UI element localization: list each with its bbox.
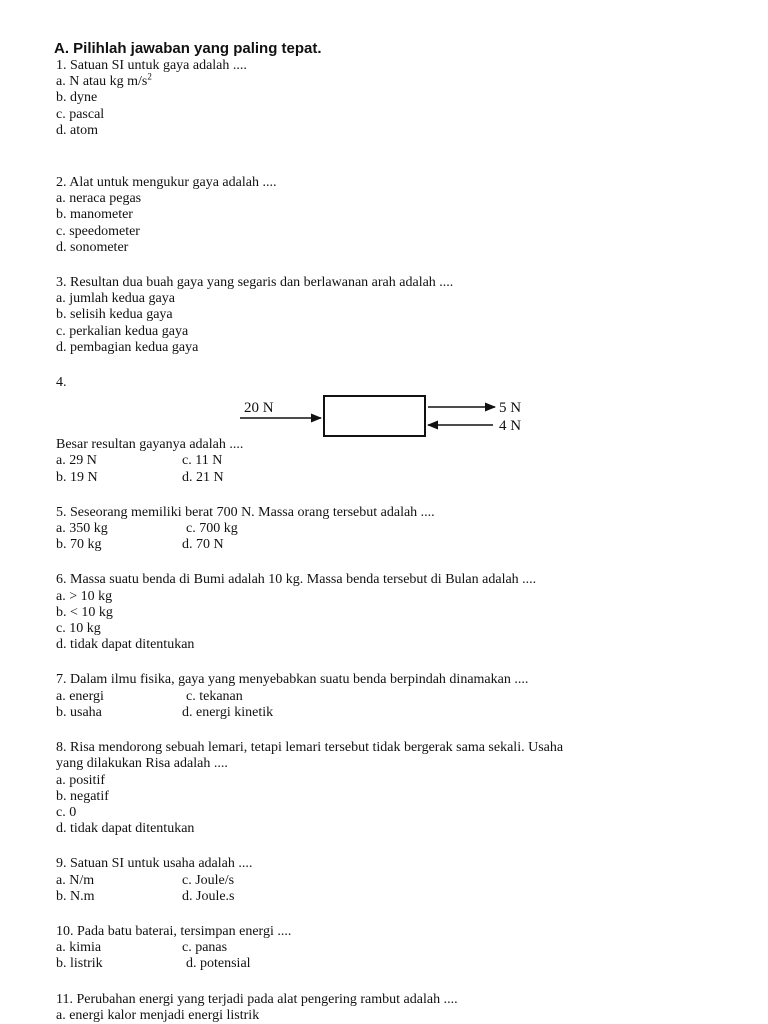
question-7 — [56, 672, 736, 721]
options-row-1 — [56, 453, 736, 469]
option-c: c. 700 kg — [186, 521, 238, 537]
superscript: 2 — [147, 71, 152, 82]
option-d: d. atom — [56, 122, 98, 138]
option-c: c. panas — [182, 940, 228, 956]
options-row-2 — [56, 537, 736, 553]
option-c: c. speedometer — [56, 223, 140, 239]
option-a: a. jumlah kedua gaya — [56, 291, 175, 307]
question-stem: 3. Resultan dua buah gaya yang segaris dan berlawanan arah adalah .... — [56, 275, 454, 291]
option-c: c. 10 kg — [56, 621, 101, 637]
question-stem: 5. Seseorang memiliki berat 700 N. Massa orang tersebut adalah .... — [56, 504, 435, 520]
option-c: c. perkalian kedua gaya — [56, 323, 189, 339]
options-row-2 — [56, 956, 736, 972]
question-stem: Besar resultan gayanya adalah .... — [56, 437, 244, 453]
question-stem: 1. Satuan SI untuk gaya adalah .... — [56, 58, 247, 73]
question-5 — [56, 505, 736, 554]
question-8 — [56, 740, 736, 837]
left-force-label: 20 N — [244, 400, 274, 417]
question-4 — [56, 375, 736, 486]
question-9 — [56, 856, 736, 905]
option-b: b. manometer — [56, 207, 133, 223]
option-a: a. kimia — [56, 940, 102, 956]
option-c: c. pascal — [56, 106, 105, 122]
option-b: b. N.m — [56, 888, 95, 904]
option-b: b. < 10 kg — [56, 604, 113, 620]
option-d: d. tidak dapat ditentukan — [56, 637, 195, 653]
option-c: c. 11 N — [182, 453, 223, 469]
option-d: d. tidak dapat ditentukan — [56, 821, 195, 837]
options-row-1 — [56, 940, 736, 956]
section-heading: A. Pilihlah jawaban yang paling tepat. — [54, 40, 322, 57]
option-b: b. negatif — [56, 788, 109, 804]
question-stem: 7. Dalam ilmu fisika, gaya yang menyebabkan suatu benda berpindah dinamakan .... — [56, 672, 529, 688]
question-3 — [56, 275, 736, 356]
question-stem: 11. Perubahan energi yang terjadi pada alat pengering rambut adalah .... — [56, 991, 458, 1007]
option-a: a. neraca pegas — [56, 191, 142, 207]
right-force-top-label: 5 N — [499, 400, 522, 417]
option-a: a. positif — [56, 772, 105, 788]
question-6 — [56, 572, 736, 653]
option-c: c. Joule/s — [182, 872, 235, 888]
option-a — [56, 71, 736, 90]
option-a-text: a. N atau kg m/s — [56, 74, 148, 90]
question-11 — [56, 992, 736, 1024]
options-row-1 — [56, 873, 736, 889]
force-diagram-svg — [240, 395, 540, 437]
option-a: a. 29 N — [56, 453, 97, 469]
question-stem: 6. Massa suatu benda di Bumi adalah 10 kg. Massa benda tersebut di Bulan adalah .... — [56, 572, 537, 588]
option-c: c. 0 — [56, 804, 77, 820]
option-b: b. dyne — [56, 90, 98, 106]
question-1 — [56, 58, 736, 139]
right-force-bottom-label: 4 N — [499, 418, 522, 435]
option-b: b. listrik — [56, 956, 103, 972]
option-d: d. 70 N — [182, 537, 224, 553]
option-d: d. potensial — [186, 956, 251, 972]
option-a: a. N/m — [56, 872, 95, 888]
options-row-1 — [56, 521, 736, 537]
option-b: b. usaha — [56, 704, 102, 720]
question-stem-line-2: yang dilakukan Risa adalah .... — [56, 756, 228, 772]
option-c: c. tekanan — [186, 688, 243, 704]
option-d: d. 21 N — [182, 469, 224, 485]
option-d: d. energi kinetik — [182, 704, 274, 720]
options-row-2 — [56, 889, 736, 905]
option-a: a. energi kalor menjadi energi listrik — [56, 1007, 260, 1023]
box-object — [324, 396, 425, 436]
worksheet-page — [56, 40, 736, 1024]
options-row-1 — [56, 689, 736, 705]
options-row-2 — [56, 705, 736, 721]
force-diagram — [240, 395, 540, 437]
option-a: a. 350 kg — [56, 521, 108, 537]
options-row-2 — [56, 470, 736, 486]
question-number: 4. — [56, 375, 67, 391]
option-b: b. selisih kedua gaya — [56, 307, 173, 323]
option-d: d. pembagian kedua gaya — [56, 339, 199, 355]
question-stem: 10. Pada batu baterai, tersimpan energi .... — [56, 923, 292, 939]
question-stem: 9. Satuan SI untuk usaha adalah .... — [56, 856, 253, 872]
question-stem-line-1: 8. Risa mendorong sebuah lemari, tetapi lemari tersebut tidak bergerak sama sekali. Usaha — [56, 740, 564, 756]
option-b: b. 70 kg — [56, 537, 102, 553]
option-a: a. > 10 kg — [56, 588, 113, 604]
option-d: d. Joule.s — [182, 888, 235, 904]
question-stem: 2. Alat untuk mengukur gaya adalah .... — [56, 175, 277, 191]
option-a: a. energi — [56, 688, 104, 704]
question-10 — [56, 924, 736, 973]
option-d: d. sonometer — [56, 239, 129, 255]
option-b: b. 19 N — [56, 469, 98, 485]
question-2 — [56, 175, 736, 256]
